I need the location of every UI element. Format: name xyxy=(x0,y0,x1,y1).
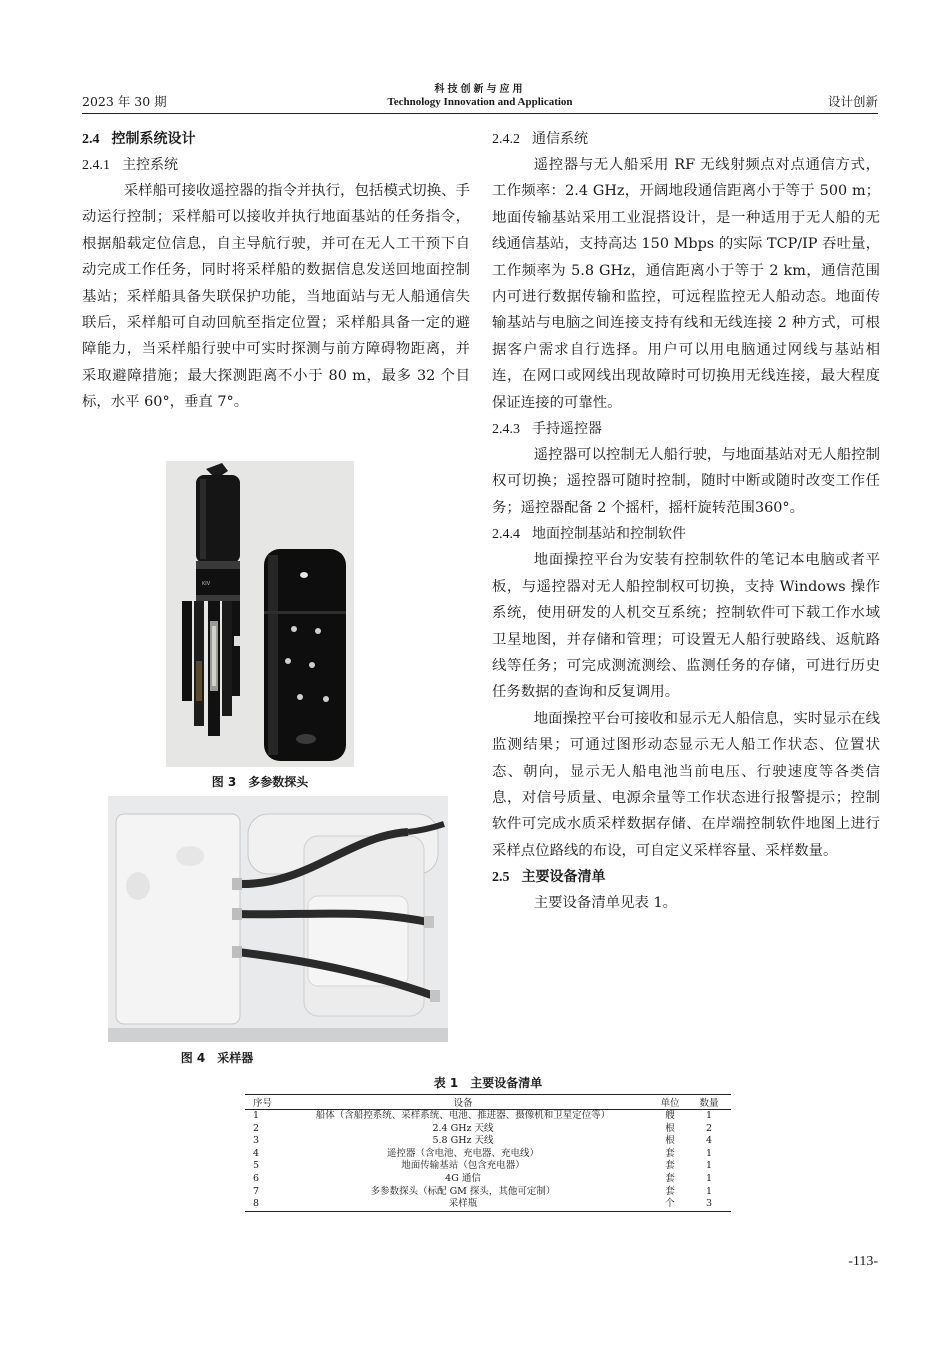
section-title: 控制系统设计 xyxy=(111,131,196,147)
header-qty: 数量 xyxy=(687,1095,731,1110)
cell-qty: 2 xyxy=(705,1122,713,1134)
cell-no: 3 xyxy=(253,1135,260,1147)
cell-no: 4 xyxy=(253,1147,260,1159)
cell-name: 遥控器（含电池、充电器、充电线） xyxy=(386,1147,539,1159)
journal-title-en: Technology Innovation and Application xyxy=(387,96,573,108)
paragraph-ground-control-2: 地面操控平台可接收和显示无人船信息，实时显示在线监测结果；可通过图形动态显示无人船工作状态、位置状态、朝向，显示无人船电池当前电压、行驶速度等各类信息，对信号质量、电源余量等工作状态进行报警提示；控制软件可完成水质采样数据存储、在岸端控制软件地图上进行采样点位路线的布设，可自定义采样容量、采样数量。 xyxy=(492,710,880,859)
section-number: 2.4.3 xyxy=(492,422,520,438)
figure-number: 图 4 xyxy=(180,1051,206,1065)
figure-3-caption xyxy=(166,773,354,790)
svg-text:KIV: KIV xyxy=(202,581,211,587)
paragraph-ground-control-1: 地面操控平台为安装有控制软件的笔记本电脑或者平板，与遥控器对无人船控制权可切换，支持 Windows 操作系统，使用研发的人机交互系统；控制软件可下载工作水域卫星地图，并存储和管理；可设置无人船行驶路线、返航路线等任务；可完成测流测绘、监测任务的存储，可进行历史任务数据的查询和反复调用。 xyxy=(492,552,880,701)
cell-unit: 套 xyxy=(665,1147,675,1159)
table-row xyxy=(245,1135,731,1148)
table-row xyxy=(245,1186,731,1199)
probe-photo xyxy=(166,461,354,767)
table-header-row xyxy=(245,1095,731,1110)
cell-name: 地面传输基站（包含充电器） xyxy=(401,1160,525,1172)
right-column xyxy=(492,126,880,917)
section-heading-2-5 xyxy=(492,864,880,890)
header-no: 序号 xyxy=(245,1095,273,1110)
cell-name: 船体（含船控系统、采样系统、电池、推进器、摄像机和卫星定位等） xyxy=(315,1110,611,1121)
cell-no: 2 xyxy=(253,1122,260,1134)
page-number: -113- xyxy=(848,1254,878,1269)
cell-qty: 1 xyxy=(705,1160,713,1172)
cell-no: 8 xyxy=(245,1198,273,1211)
cell-qty: 1 xyxy=(705,1147,713,1159)
section-label: 设计创新 xyxy=(827,94,878,109)
section-heading-2-4 xyxy=(82,126,470,152)
figure-number: 图 3 xyxy=(211,775,237,789)
section-heading-2-4-2 xyxy=(492,126,880,152)
figure-title: 采样器 xyxy=(217,1051,254,1065)
cell-name: 4G 通信 xyxy=(445,1172,481,1184)
figure-4-image xyxy=(108,796,448,1042)
header-name: 设备 xyxy=(273,1095,653,1110)
section-heading-2-4-1 xyxy=(82,152,470,178)
cell-name: 2.4 GHz 天线 xyxy=(432,1122,494,1134)
paragraph-main-control: 采样船可接收遥控器的指令并执行，包括模式切换、手动运行控制；采样船可以接收并执行地面基站的任务指令，根据船载定位信息，自主导航行驶，并可在无人工干预下自动完成工作任务，同时将采样船的数据信息发送回地面控制基站；采样船具备失联保护功能，当地面站与无人船通信失联后，采样船可自动回航至指定位置；采样船具备一定的避障能力，当采样船行驶中可实时探测与前方障碍物距离，并采取避障措施；最大探测距离不小于 80 m，最多 32 个目标，水平 60°，垂直 7°。 xyxy=(82,183,470,411)
cell-qty: 1 xyxy=(705,1172,713,1184)
cell-qty: 1 xyxy=(705,1110,713,1121)
table-row xyxy=(245,1173,731,1186)
section-number: 2.4.2 xyxy=(492,132,520,147)
section-title: 主要设备清单 xyxy=(521,869,606,886)
section-number: 2.5 xyxy=(492,870,510,886)
sampler-photo xyxy=(108,796,448,1042)
figure-title: 多参数探头 xyxy=(248,775,309,789)
table-row xyxy=(245,1160,731,1173)
cell-no: 5 xyxy=(253,1160,260,1172)
section-number: 2.4 xyxy=(82,132,100,147)
section-heading-2-4-3 xyxy=(492,416,880,442)
figure-3-image xyxy=(166,461,354,767)
section-title: 通信系统 xyxy=(532,131,588,147)
cell-unit: 套 xyxy=(665,1172,675,1184)
table-number: 表 1 xyxy=(433,1076,459,1090)
cell-no: 6 xyxy=(253,1172,260,1184)
header-unit: 单位 xyxy=(653,1095,687,1110)
cell-name: 多参数探头（标配 GM 探头，其他可定制） xyxy=(370,1185,556,1197)
journal-title-cn: 科技创新与应用 xyxy=(434,84,526,95)
table-row xyxy=(245,1198,731,1211)
issue-label: 2023 年 30 期 xyxy=(82,94,167,109)
section-heading-2-4-4 xyxy=(492,521,880,547)
cell-unit: 根 xyxy=(665,1135,675,1147)
table-row xyxy=(245,1110,731,1123)
section-title: 手持遥控器 xyxy=(532,421,602,438)
paragraph-equipment-list: 主要设备清单见表 1。 xyxy=(533,895,677,912)
table-1-caption xyxy=(245,1074,731,1091)
paragraph-remote: 遥控器可以控制无人船行驶，与地面基站对无人船控制权可切换；遥控器可随时控制，随时中断或随时改变工作任务；遥控器配备 2 个摇杆，摇杆旋转范围360°。 xyxy=(492,447,880,516)
page-header xyxy=(82,80,878,114)
section-title: 地面控制基站和控制软件 xyxy=(532,526,686,543)
figure-4-caption xyxy=(108,1049,326,1066)
cell-unit: 个 xyxy=(653,1198,687,1211)
cell-name: 采样瓶 xyxy=(273,1198,653,1211)
cell-qty: 3 xyxy=(687,1198,731,1211)
table-title: 主要设备清单 xyxy=(470,1076,543,1090)
table-row xyxy=(245,1123,731,1136)
equipment-table xyxy=(245,1094,731,1212)
paragraph-communication: 遥控器与无人船采用 RF 无线射频点对点通信方式，工作频率：2.4 GHz，开阔地段通信距离小于等于 500 m；地面传输基站采用工业混搭设计，是一种适用于无人船的无线通信基站，支持高达 150 Mbps 的实际 TCP/IP 吞吐量，工作频率为 5.8 GHz，通信距离小于等于 2 km，通信范围内可进行数据传输和监控，可远程监控无人船动态。地面传输基站与电脑之间连接支持有线和无线连接 2 种方式，可根据客户需求自行选择。用户可以用电脑通过网线与基站相连，在网口或网线出现故障时可切换用无线连接，最大程度保证连接的可靠性。 xyxy=(492,157,880,411)
cell-unit: 根 xyxy=(665,1122,675,1134)
section-title: 主控系统 xyxy=(122,157,178,173)
cell-unit: 艘 xyxy=(665,1110,675,1121)
section-number: 2.4.1 xyxy=(82,158,110,173)
cell-qty: 4 xyxy=(705,1135,713,1147)
cell-no: 7 xyxy=(253,1185,260,1197)
cell-name: 5.8 GHz 天线 xyxy=(432,1135,494,1147)
table-row xyxy=(245,1148,731,1161)
section-number: 2.4.4 xyxy=(492,527,520,543)
cell-no: 1 xyxy=(253,1110,260,1121)
cell-qty: 1 xyxy=(705,1185,713,1197)
cell-unit: 套 xyxy=(665,1185,675,1197)
left-column xyxy=(82,126,470,416)
cell-unit: 套 xyxy=(665,1160,675,1172)
